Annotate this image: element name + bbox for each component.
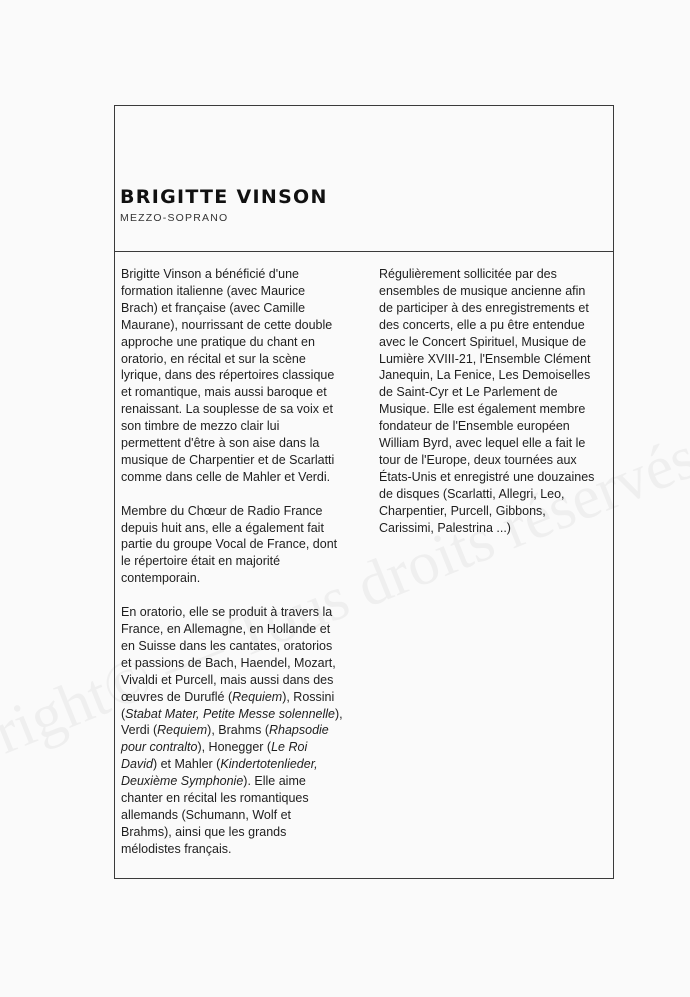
text-line: mélodistes français.: [121, 841, 232, 856]
text-run: ) et Mahler (: [152, 757, 221, 772]
text-line: tour de l'Europe, deux tournées aux: [379, 452, 577, 467]
text-line: Membre du Chœur de Radio France: [121, 503, 323, 518]
text-line: lyrique, dans des répertoires classique: [121, 368, 335, 383]
text-run: Verdi (: [121, 723, 158, 738]
text-line: [121, 706, 356, 723]
text-run: ), Brahms (: [207, 723, 269, 738]
text-line: [121, 756, 356, 773]
text-line: [121, 773, 356, 790]
work-title: David: [121, 757, 153, 772]
text-line: William Byrd, avec lequel elle a fait le: [379, 436, 586, 451]
text-line: des concerts, elle a pu être entendue: [379, 317, 585, 332]
text-line: et romantique, mais aussi baroque et: [121, 385, 327, 400]
text-line: Brigitte Vinson a bénéficié d'une: [121, 267, 299, 281]
text-line: approche une pratique du chant en: [121, 334, 315, 349]
text-line: [121, 739, 356, 756]
right-column: [379, 266, 611, 553]
paragraph-early-music: [379, 266, 611, 537]
work-title: Le Roi: [271, 740, 308, 755]
text-line: Charpentier, Purcell, Gibbons,: [379, 503, 546, 518]
text-line: renaissant. La souplesse de sa voix et: [121, 402, 333, 417]
paragraph-oratorio: [121, 604, 356, 858]
work-title: Kindertotenlieder,: [220, 757, 318, 772]
left-column: [121, 266, 356, 875]
text-line: fondateur de l'Ensemble européen: [379, 419, 570, 434]
text-line: oratorio, en récital et sur la scène: [121, 351, 306, 366]
text-line: Maurane), nourrissant de cette double: [121, 317, 333, 332]
work-title: Deuxième Symphonie: [121, 774, 244, 789]
text-line: France, en Allemagne, en Hollande et: [121, 622, 331, 636]
text-line: allemands (Schumann, Wolf et: [121, 807, 291, 822]
work-title: Rhapsodie: [268, 723, 329, 738]
artist-role: MEZZO-SOPRANO: [120, 212, 229, 224]
text-run: ), Honegger (: [197, 740, 272, 755]
text-line: le répertoire était en majorité: [121, 554, 281, 569]
work-title: pour contralto: [121, 740, 198, 755]
text-line: Brach) et française (avec Camille: [121, 300, 306, 315]
text-line: de participer à des enregistrements et: [379, 300, 589, 315]
text-line: [121, 689, 356, 706]
text-line: En oratorio, elle se produit à travers la: [121, 605, 333, 620]
artist-name: BRIGITTE VINSON: [120, 186, 328, 208]
text-line: États-Unis et enregistré une douzaines: [379, 469, 595, 484]
text-run: ), Rossini: [282, 689, 335, 704]
text-line: partie du groupe Vocal de France, dont: [121, 537, 338, 552]
text-line: contemporain.: [121, 571, 201, 586]
text-line: Vivaldi et Purcell, mais aussi dans des: [121, 672, 334, 687]
text-line: [121, 722, 356, 739]
text-line: permettent d'être à son aise dans la: [121, 436, 320, 451]
text-line: Régulièrement sollicitée par des: [379, 267, 557, 281]
text-line: de disques (Scarlatti, Allegri, Leo,: [379, 486, 565, 501]
text-line: ensembles de musique ancienne afin: [379, 283, 586, 298]
text-line: chanter en récital les romantiques: [121, 791, 309, 806]
text-line: en Suisse dans les cantates, oratorios: [121, 638, 333, 653]
text-line: Musique. Elle est également membre: [379, 402, 586, 417]
work-title: Requiem: [232, 689, 283, 704]
paragraph-radio-france: [121, 503, 356, 588]
text-run: (: [121, 706, 126, 721]
text-line: Brahms), ainsi que les grands: [121, 824, 287, 839]
work-title: Requiem: [157, 723, 208, 738]
text-line: Janequin, La Fenice, Les Demoiselles: [379, 368, 591, 383]
text-run: ). Elle aime: [243, 774, 306, 789]
text-line: Carissimi, Palestrina ...): [379, 520, 511, 535]
text-line: et passions de Bach, Haendel, Mozart,: [121, 655, 336, 670]
text-line: son timbre de mezzo clair lui: [121, 419, 280, 434]
text-line: Lumière XVIII-21, l'Ensemble Clément: [379, 351, 591, 366]
work-title: Stabat Mater, Petite Messe solennelle: [125, 706, 336, 721]
text-line: comme dans celle de Mahler et Verdi.: [121, 469, 331, 484]
text-line: depuis huit ans, elle a également fait: [121, 520, 324, 535]
card-header: [115, 106, 613, 252]
text-line: formation italienne (avec Maurice: [121, 283, 306, 298]
text-line: avec le Concert Spirituel, Musique de: [379, 334, 587, 349]
text-run: œuvres de Duruflé (: [121, 689, 233, 704]
text-line: musique de Charpentier et de Scarlatti: [121, 452, 335, 467]
text-line: de Saint-Cyr et Le Parlement de: [379, 385, 558, 400]
text-run: ),: [335, 706, 343, 721]
paragraph-training: [121, 266, 356, 486]
biography-card: [114, 105, 614, 879]
